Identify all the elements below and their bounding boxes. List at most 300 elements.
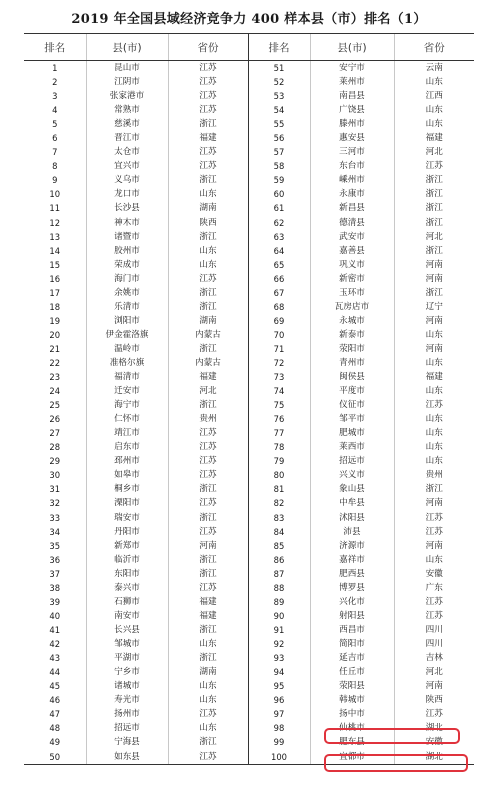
cell-rank-left: 41 [49, 624, 61, 635]
cell-county-left: 寿光市 [86, 693, 168, 707]
cell-rank-left: 9 [52, 175, 58, 186]
cell-province-right: 云南 [394, 61, 474, 76]
cell-rank-left: 20 [49, 329, 61, 340]
cell-province-left: 山东 [168, 679, 248, 693]
cell-province-right: 江苏 [394, 609, 474, 623]
cell-province-left: 湖南 [168, 665, 248, 679]
cell-province-right: 四川 [394, 637, 474, 651]
table-row [24, 159, 474, 173]
cell-county-left: 胶州市 [86, 244, 168, 258]
cell-county-right: 永康市 [310, 187, 394, 201]
cell-rank-left: 47 [49, 709, 61, 720]
cell-province-right: 浙江 [394, 244, 474, 258]
cell-county-left: 靖江市 [86, 426, 168, 440]
cell-province-right: 山东 [394, 426, 474, 440]
table-row [24, 145, 474, 159]
cell-county-right: 扬中市 [310, 707, 394, 721]
table-row [24, 244, 474, 258]
cell-county-left: 神木市 [86, 216, 168, 230]
cell-province-left: 山东 [168, 693, 248, 707]
cell-rank-right: 61 [248, 201, 310, 215]
table-row [24, 272, 474, 286]
cell-province-left: 浙江 [168, 567, 248, 581]
table-row [24, 201, 474, 215]
cell-province-left: 浙江 [168, 651, 248, 665]
cell-county-left: 昆山市 [86, 61, 168, 76]
cell-rank-right: 94 [248, 665, 310, 679]
cell-rank-left: 28 [49, 442, 61, 453]
cell-rank-right: 79 [248, 454, 310, 468]
cell-province-left: 福建 [168, 595, 248, 609]
cell-county-left: 南安市 [86, 609, 168, 623]
cell-province-right: 山东 [394, 356, 474, 370]
cell-province-right: 山东 [394, 440, 474, 454]
cell-rank-right: 81 [248, 482, 310, 496]
cell-rank-right: 90 [248, 609, 310, 623]
cell-rank-right: 88 [248, 581, 310, 595]
cell-province-left: 浙江 [168, 511, 248, 525]
cell-county-right: 新泰市 [310, 328, 394, 342]
cell-county-left: 晋江市 [86, 131, 168, 145]
table-row [24, 117, 474, 131]
cell-rank-right: 60 [248, 187, 310, 201]
table-row [24, 749, 474, 764]
cell-province-left: 福建 [168, 131, 248, 145]
table-row [24, 525, 474, 539]
cell-rank-right: 51 [248, 61, 310, 76]
cell-rank-right: 66 [248, 272, 310, 286]
cell-province-right: 山东 [394, 454, 474, 468]
table-row [24, 75, 474, 89]
cell-rank-left: 37 [49, 568, 61, 579]
cell-rank-right: 92 [248, 637, 310, 651]
header-rank-right: 排名 [248, 34, 310, 61]
table-row [24, 581, 474, 595]
cell-county-left: 海门市 [86, 272, 168, 286]
cell-county-left: 瑞安市 [86, 511, 168, 525]
cell-province-left: 江苏 [168, 145, 248, 159]
cell-county-left: 泰兴市 [86, 581, 168, 595]
cell-rank-left: 29 [49, 456, 61, 467]
table-row [24, 665, 474, 679]
table-row [24, 609, 474, 623]
cell-province-right: 四川 [394, 623, 474, 637]
cell-province-right: 江苏 [394, 595, 474, 609]
cell-rank-left: 4 [52, 105, 58, 116]
cell-county-right: 莱西市 [310, 440, 394, 454]
cell-rank-right: 95 [248, 679, 310, 693]
cell-rank-left: 50 [49, 751, 61, 762]
cell-rank-left: 12 [49, 217, 61, 228]
table-row [24, 721, 474, 735]
cell-rank-left: 48 [49, 723, 61, 734]
cell-province-right: 山东 [394, 75, 474, 89]
cell-county-left: 邹城市 [86, 637, 168, 651]
cell-rank-right: 93 [248, 651, 310, 665]
cell-county-right: 韩城市 [310, 693, 394, 707]
cell-county-right: 仪征市 [310, 398, 394, 412]
header-rank-left: 排名 [24, 34, 86, 61]
cell-rank-left: 22 [49, 358, 61, 368]
cell-province-right: 辽宁 [394, 300, 474, 314]
table-row [24, 567, 474, 581]
cell-province-right: 河南 [394, 539, 474, 553]
cell-rank-left: 36 [49, 554, 61, 565]
cell-county-left: 如东县 [86, 749, 168, 764]
cell-province-left: 江苏 [168, 89, 248, 103]
cell-province-left: 内蒙古 [168, 328, 248, 342]
table-row [24, 440, 474, 454]
cell-rank-right: 63 [248, 230, 310, 244]
cell-province-left: 江苏 [168, 496, 248, 510]
cell-county-right: 新密市 [310, 272, 394, 286]
cell-province-right: 河南 [394, 258, 474, 272]
cell-county-right: 济源市 [310, 539, 394, 553]
cell-county-right: 平度市 [310, 384, 394, 398]
cell-province-right: 安徽 [394, 567, 474, 581]
table-row [24, 496, 474, 510]
cell-county-right: 永城市 [310, 314, 394, 328]
cell-province-right: 河南 [394, 496, 474, 510]
cell-rank-left: 19 [49, 315, 61, 326]
cell-county-left: 新郑市 [86, 539, 168, 553]
cell-county-left: 丹阳市 [86, 525, 168, 539]
cell-county-right: 嵊州市 [310, 173, 394, 187]
cell-county-left: 宜兴市 [86, 159, 168, 173]
cell-province-left: 河南 [168, 539, 248, 553]
table-row [24, 426, 474, 440]
cell-county-right: 沭阳县 [310, 511, 394, 525]
cell-rank-right: 67 [248, 286, 310, 300]
cell-rank-right: 89 [248, 595, 310, 609]
cell-county-left: 海宁市 [86, 398, 168, 412]
cell-county-left: 诸城市 [86, 679, 168, 693]
cell-province-left: 浙江 [168, 398, 248, 412]
cell-province-left: 江苏 [168, 707, 248, 721]
cell-county-right: 兴化市 [310, 595, 394, 609]
cell-rank-left: 35 [49, 540, 61, 551]
cell-rank-left: 32 [49, 498, 61, 509]
cell-province-right: 江苏 [394, 707, 474, 721]
cell-rank-left: 6 [52, 133, 58, 144]
cell-province-left: 浙江 [168, 482, 248, 496]
table-row [24, 342, 474, 356]
cell-county-right: 东台市 [310, 159, 394, 173]
cell-rank-left: 45 [49, 681, 61, 692]
cell-province-right: 福建 [394, 370, 474, 384]
cell-rank-left: 13 [49, 231, 61, 242]
cell-county-right: 嘉祥市 [310, 553, 394, 567]
cell-rank-right: 80 [248, 468, 310, 482]
cell-province-right: 河南 [394, 342, 474, 356]
cell-county-right: 邹平市 [310, 412, 394, 426]
cell-county-left: 扬州市 [86, 707, 168, 721]
cell-province-left: 浙江 [168, 300, 248, 314]
cell-county-right: 莱州市 [310, 75, 394, 89]
cell-province-left: 浙江 [168, 173, 248, 187]
cell-province-left: 江苏 [168, 272, 248, 286]
cell-rank-right: 70 [248, 328, 310, 342]
table-row [24, 286, 474, 300]
cell-rank-right: 65 [248, 258, 310, 272]
cell-province-left: 山东 [168, 187, 248, 201]
table-row [24, 328, 474, 342]
cell-county-right: 广饶县 [310, 103, 394, 117]
cell-rank-left: 11 [49, 203, 61, 214]
header-county-right: 县(市) [310, 34, 394, 61]
cell-county-left: 江阴市 [86, 75, 168, 89]
cell-province-left: 江苏 [168, 468, 248, 482]
cell-rank-left: 7 [52, 147, 58, 158]
table-row [24, 735, 474, 749]
cell-province-left: 贵州 [168, 412, 248, 426]
cell-province-left: 福建 [168, 609, 248, 623]
cell-county-left: 招远市 [86, 721, 168, 735]
cell-county-left: 长沙县 [86, 201, 168, 215]
cell-county-right: 任丘市 [310, 665, 394, 679]
cell-county-right: 仙桃市 [310, 721, 394, 735]
cell-province-left: 湖南 [168, 201, 248, 215]
cell-rank-left: 27 [49, 428, 61, 439]
cell-province-left: 江苏 [168, 159, 248, 173]
cell-province-right: 河北 [394, 145, 474, 159]
cell-rank-right: 59 [248, 173, 310, 187]
cell-county-right: 荥阳县 [310, 679, 394, 693]
cell-county-right: 滕州市 [310, 117, 394, 131]
cell-province-right: 陕西 [394, 693, 474, 707]
cell-rank-left: 23 [49, 372, 61, 383]
cell-province-left: 浙江 [168, 286, 248, 300]
cell-county-right: 延吉市 [310, 651, 394, 665]
cell-county-left: 如皋市 [86, 468, 168, 482]
cell-province-left: 陕西 [168, 216, 248, 230]
ranking-table [24, 33, 474, 765]
cell-rank-right: 85 [248, 539, 310, 553]
cell-rank-right: 99 [248, 735, 310, 749]
table-row [24, 651, 474, 665]
table-row [24, 468, 474, 482]
cell-province-right: 山东 [394, 412, 474, 426]
table-row [24, 539, 474, 553]
cell-county-right: 巩义市 [310, 258, 394, 272]
table-row [24, 454, 474, 468]
cell-province-right: 浙江 [394, 216, 474, 230]
cell-province-right: 广东 [394, 581, 474, 595]
cell-province-left: 湖南 [168, 314, 248, 328]
table-row [24, 314, 474, 328]
cell-province-left: 江苏 [168, 440, 248, 454]
cell-county-left: 迁安市 [86, 384, 168, 398]
cell-county-right: 招远市 [310, 454, 394, 468]
cell-county-left: 东阳市 [86, 567, 168, 581]
cell-rank-right: 64 [248, 244, 310, 258]
cell-county-right: 宜都市 [310, 749, 394, 764]
cell-province-left: 江苏 [168, 426, 248, 440]
cell-province-left: 江苏 [168, 749, 248, 764]
cell-county-left: 桐乡市 [86, 482, 168, 496]
cell-rank-left: 44 [49, 667, 61, 678]
cell-rank-right: 57 [248, 145, 310, 159]
cell-rank-right: 78 [248, 440, 310, 454]
cell-county-right: 德清县 [310, 216, 394, 230]
table-row [24, 412, 474, 426]
cell-province-right: 浙江 [394, 201, 474, 215]
cell-rank-left: 42 [49, 638, 61, 649]
cell-rank-right: 91 [248, 623, 310, 637]
cell-county-left: 义乌市 [86, 173, 168, 187]
cell-county-left: 浏阳市 [86, 314, 168, 328]
cell-county-right: 嘉善县 [310, 244, 394, 258]
cell-county-left: 龙口市 [86, 187, 168, 201]
table-row [24, 300, 474, 314]
cell-rank-left: 16 [49, 273, 61, 284]
cell-province-right: 江苏 [394, 511, 474, 525]
cell-rank-left: 1 [52, 63, 58, 74]
cell-province-right: 江苏 [394, 398, 474, 412]
cell-rank-right: 55 [248, 117, 310, 131]
table-row [24, 693, 474, 707]
cell-rank-right: 82 [248, 496, 310, 510]
cell-province-right: 浙江 [394, 286, 474, 300]
cell-rank-right: 71 [248, 342, 310, 356]
cell-rank-right: 83 [248, 511, 310, 525]
cell-rank-right: 56 [248, 131, 310, 145]
cell-rank-left: 10 [49, 189, 61, 200]
cell-county-right: 新昌县 [310, 201, 394, 215]
cell-province-right: 山东 [394, 384, 474, 398]
cell-province-left: 江苏 [168, 581, 248, 595]
table-row [24, 103, 474, 117]
cell-rank-right: 74 [248, 384, 310, 398]
cell-province-left: 浙江 [168, 342, 248, 356]
table-row [24, 679, 474, 693]
cell-county-right: 肥城市 [310, 426, 394, 440]
cell-county-right: 象山县 [310, 482, 394, 496]
cell-county-right: 玉环市 [310, 286, 394, 300]
table-row [24, 216, 474, 230]
table-row [24, 482, 474, 496]
cell-rank-right: 100 [248, 749, 310, 764]
cell-county-right: 三河市 [310, 145, 394, 159]
cell-county-right: 肥东县 [310, 735, 394, 749]
cell-rank-right: 84 [248, 525, 310, 539]
cell-county-left: 诸暨市 [86, 230, 168, 244]
cell-rank-left: 31 [49, 484, 61, 495]
cell-province-left: 山东 [168, 721, 248, 735]
cell-county-left: 平湖市 [86, 651, 168, 665]
cell-county-left: 准格尔旗 [86, 356, 168, 370]
cell-province-left: 江苏 [168, 525, 248, 539]
cell-rank-left: 46 [49, 695, 61, 706]
cell-county-left: 张家港市 [86, 89, 168, 103]
cell-rank-left: 24 [49, 386, 61, 397]
cell-rank-right: 58 [248, 159, 310, 173]
cell-province-left: 浙江 [168, 117, 248, 131]
cell-rank-right: 69 [248, 314, 310, 328]
cell-rank-left: 17 [49, 287, 61, 298]
cell-rank-left: 39 [49, 596, 61, 607]
cell-county-left: 长兴县 [86, 623, 168, 637]
cell-county-right: 射阳县 [310, 609, 394, 623]
cell-province-left: 福建 [168, 370, 248, 384]
cell-rank-left: 30 [49, 470, 61, 481]
cell-province-right: 安徽 [394, 735, 474, 749]
cell-county-left: 邳州市 [86, 454, 168, 468]
cell-rank-left: 33 [49, 512, 61, 523]
cell-province-right: 浙江 [394, 482, 474, 496]
cell-county-right: 荥阳市 [310, 342, 394, 356]
table-row [24, 89, 474, 103]
cell-province-right: 贵州 [394, 468, 474, 482]
cell-county-left: 仁怀市 [86, 412, 168, 426]
cell-rank-right: 86 [248, 553, 310, 567]
cell-rank-left: 14 [49, 245, 61, 256]
table-row [24, 173, 474, 187]
cell-rank-left: 43 [49, 652, 61, 663]
cell-province-left: 内蒙古 [168, 356, 248, 370]
cell-province-right: 浙江 [394, 187, 474, 201]
table-row [24, 623, 474, 637]
cell-county-right: 安宁市 [310, 61, 394, 76]
cell-county-left: 荣成市 [86, 258, 168, 272]
cell-province-left: 浙江 [168, 230, 248, 244]
table-row [24, 511, 474, 525]
cell-county-right: 闽侯县 [310, 370, 394, 384]
table-header-row [24, 34, 474, 61]
cell-county-right: 博罗县 [310, 581, 394, 595]
cell-rank-left: 5 [52, 119, 58, 130]
cell-province-right: 河南 [394, 679, 474, 693]
cell-rank-left: 26 [49, 414, 61, 425]
cell-rank-right: 53 [248, 89, 310, 103]
table-row [24, 384, 474, 398]
cell-county-left: 慈溪市 [86, 117, 168, 131]
cell-rank-right: 52 [248, 75, 310, 89]
cell-county-right: 惠安县 [310, 131, 394, 145]
cell-county-left: 太仓市 [86, 145, 168, 159]
cell-rank-left: 8 [52, 161, 58, 172]
cell-province-left: 山东 [168, 258, 248, 272]
cell-rank-right: 72 [248, 356, 310, 370]
table-row [24, 637, 474, 651]
cell-rank-left: 25 [49, 400, 61, 411]
cell-province-left: 江苏 [168, 61, 248, 76]
cell-province-right: 河南 [394, 314, 474, 328]
cell-county-left: 温岭市 [86, 342, 168, 356]
cell-county-left: 余姚市 [86, 286, 168, 300]
cell-rank-left: 38 [49, 582, 61, 593]
cell-province-right: 湖北 [394, 721, 474, 735]
cell-rank-right: 87 [248, 567, 310, 581]
header-province-right: 省份 [394, 34, 474, 61]
cell-province-right: 湖北 [394, 749, 474, 764]
document-title: 2019 年全国县域经济竞争力 400 样本县（市）排名（1） [71, 12, 427, 27]
cell-province-left: 江苏 [168, 75, 248, 89]
table-row [24, 370, 474, 384]
table-row [24, 553, 474, 567]
cell-rank-right: 62 [248, 216, 310, 230]
cell-province-right: 江苏 [394, 525, 474, 539]
cell-county-right: 瓦房店市 [310, 300, 394, 314]
cell-province-left: 山东 [168, 637, 248, 651]
header-province-left: 省份 [168, 34, 248, 61]
cell-rank-right: 73 [248, 370, 310, 384]
cell-county-right: 西昌市 [310, 623, 394, 637]
cell-rank-right: 76 [248, 412, 310, 426]
cell-rank-right: 96 [248, 693, 310, 707]
cell-county-left: 伊金霍洛旗 [86, 328, 168, 342]
cell-county-left: 常熟市 [86, 103, 168, 117]
